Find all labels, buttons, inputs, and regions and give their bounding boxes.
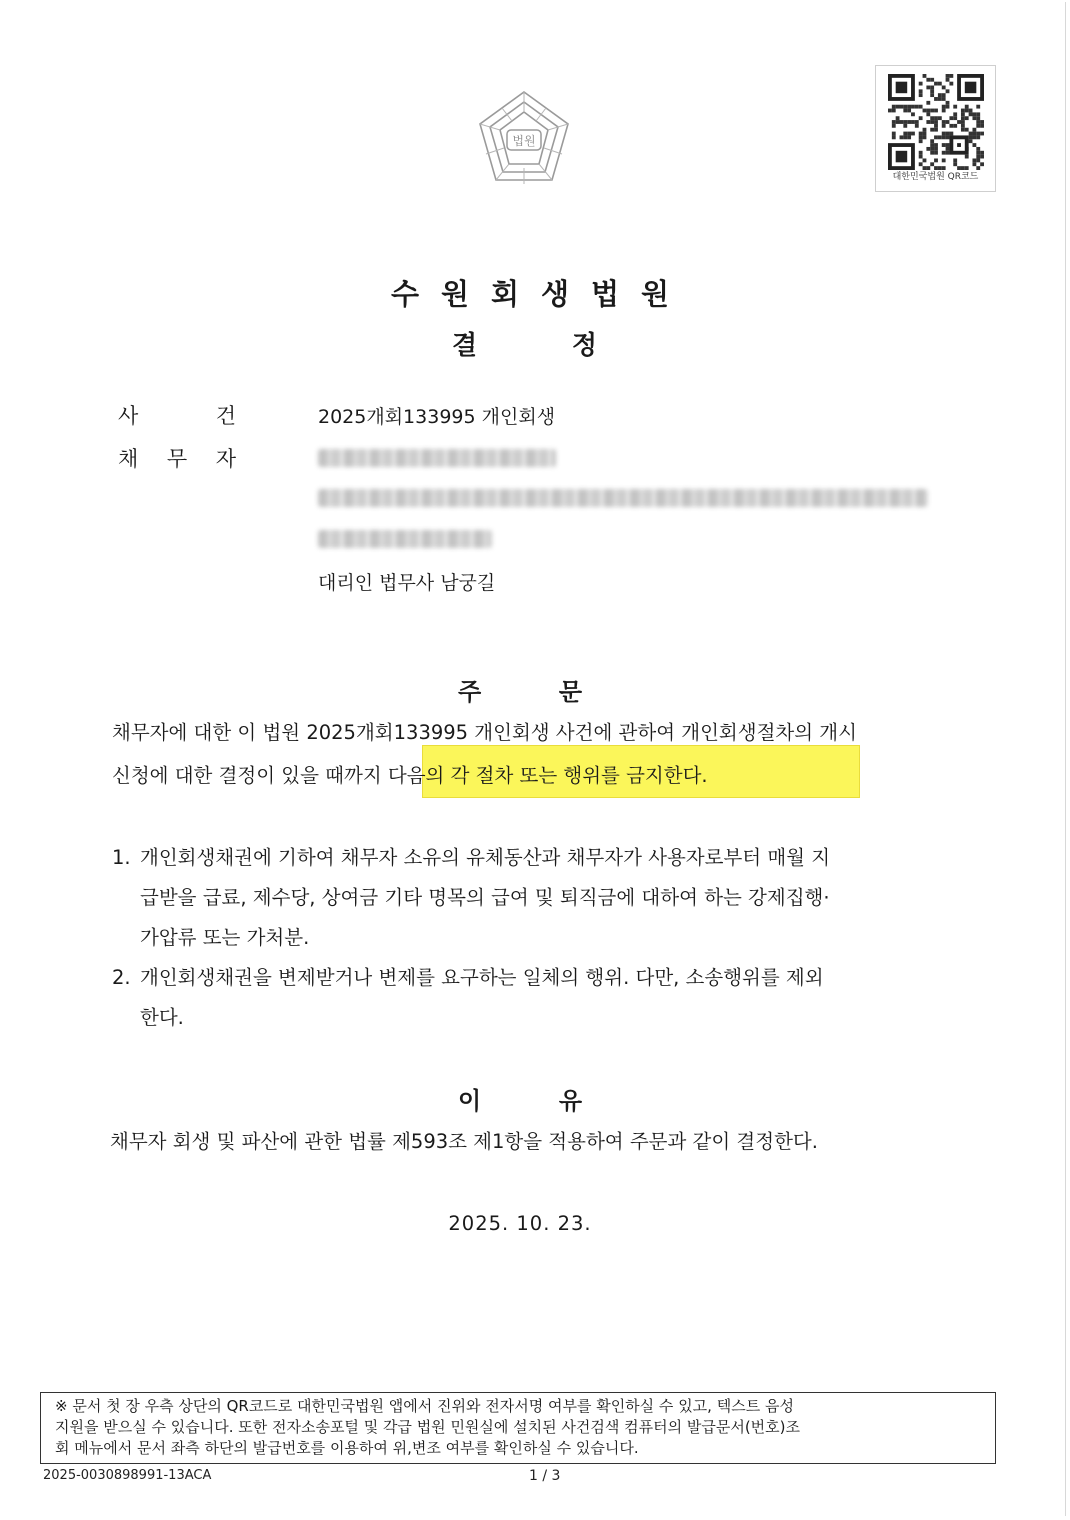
order-line: 신청에 대한 결정이 있을 때까지 다음의 각 절차 또는 행위를 금지한다. xyxy=(112,764,708,787)
order-heading-char: 문 xyxy=(558,678,582,706)
notice-line: 회 메뉴에서 문서 좌측 하단의 발급번호를 이용하여 위,변조 여부를 확인하실 수 있습니다. xyxy=(55,1439,639,1457)
reason-heading-char: 유 xyxy=(558,1087,582,1115)
order-heading-char: 주 xyxy=(458,678,482,706)
case-label-char: 사 xyxy=(118,404,139,428)
item-number: 2. xyxy=(112,966,131,989)
debtor-label-char: 채 xyxy=(118,447,139,471)
emblem-label: 법원 xyxy=(512,134,536,148)
order-heading xyxy=(458,672,582,707)
item-line: 가압류 또는 가처분. xyxy=(140,926,310,949)
qr-caption: 대한민국법원 QR코드 xyxy=(892,172,979,182)
debtor-label-char: 무 xyxy=(166,447,188,471)
case-label xyxy=(118,400,236,430)
notice-line: 지원을 받으실 수 있습니다. 또한 전자소송포털 및 각급 법원 민원실에 설치된 사건검색 컴퓨터의 발급문서(번호)조 xyxy=(55,1418,801,1436)
item-line: 개인회생채권에 기하여 채무자 소유의 유체동산과 채무자가 사용자로부터 매월 지 xyxy=(140,846,831,869)
court-emblem-icon xyxy=(472,88,576,192)
qr-code-icon xyxy=(888,74,984,170)
reason-heading-char: 이 xyxy=(458,1087,482,1115)
item-line: 한다. xyxy=(140,1006,184,1029)
item-line: 급받을 급료, 제수당, 상여금 기타 명목의 급여 및 퇴직금에 대하여 하는 강제집행· xyxy=(140,886,830,909)
order-item xyxy=(112,962,824,990)
item-line: 개인회생채권을 변제받거나 변제를 요구하는 일체의 행위. 다만, 소송행위를 제외 xyxy=(140,966,824,989)
order-item xyxy=(112,842,830,870)
redacted-debtor-name xyxy=(318,449,556,467)
reason-heading xyxy=(458,1081,582,1116)
case-number: 2025개회133995 개인회생 xyxy=(318,406,556,428)
debtor-label-char: 자 xyxy=(215,447,236,471)
document-type xyxy=(452,325,597,362)
debtor-label xyxy=(118,443,236,473)
case-label-char: 건 xyxy=(215,404,236,428)
document-type-char: 결 xyxy=(452,331,478,361)
redacted-debtor-address xyxy=(318,489,928,507)
verification-notice xyxy=(40,1392,996,1464)
qr-code-box xyxy=(875,65,996,192)
item-number: 1. xyxy=(112,846,131,869)
debtor-agent: 대리인 법무사 남궁길 xyxy=(318,572,496,594)
document-type-char: 정 xyxy=(571,331,597,361)
decision-date: 2025. 10. 23. xyxy=(448,1212,592,1235)
court-name: 수원회생법원 xyxy=(390,277,692,311)
order-line: 채무자에 대한 이 법원 2025개회133995 개인회생 사건에 관하여 개인회생절차의 개시 xyxy=(112,721,857,744)
page-number: 1 / 3 xyxy=(529,1468,561,1484)
notice-line: ※ 문서 첫 장 우측 상단의 QR코드로 대한민국법원 앱에서 진위와 전자서명 여부를 확인하실 수 있고, 텍스트 음성 xyxy=(55,1397,794,1415)
reason-text: 채무자 회생 및 파산에 관한 법률 제593조 제1항을 적용하여 주문과 같이 결정한다. xyxy=(110,1130,818,1153)
redacted-debtor-address-2 xyxy=(318,530,492,548)
issue-number: 2025-0030898991-13ACA xyxy=(43,1468,212,1483)
